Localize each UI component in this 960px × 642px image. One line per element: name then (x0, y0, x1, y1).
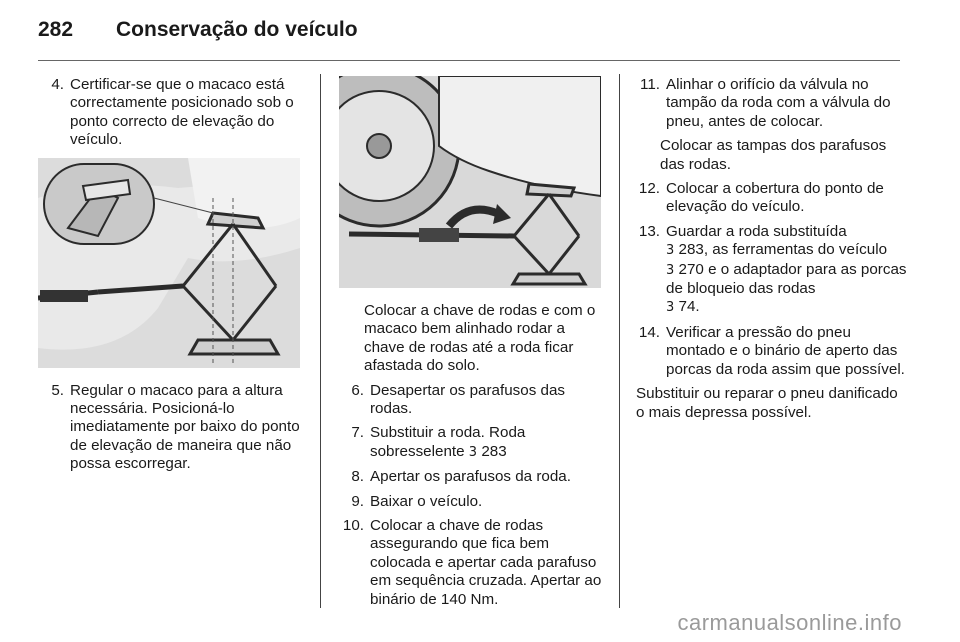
jack-lifting-illustration (339, 76, 601, 288)
step-5 (40, 382, 306, 474)
step-text: Regular o macaco para a altura necessária. Posicioná-lo imediatamente por baixo do ponto de elevação de maneira que não possa escorregar. (70, 381, 300, 473)
step-text (666, 223, 908, 318)
step-4 (40, 76, 306, 150)
page-reference-link[interactable]: 270 (678, 260, 704, 278)
page-reference-link[interactable]: 74 (678, 298, 696, 316)
jack-position-illustration (38, 158, 300, 368)
column-3 (636, 76, 908, 422)
step-14 (636, 324, 908, 379)
step-text: Certificar-se que o macaco está correctamente posicionado sob o ponto correcto de elevação do veículo. (70, 76, 294, 149)
page-title: Conservação do veículo (116, 18, 358, 41)
step-text: Alinhar o orifício da válvula no tampão da roda com a válvula do pneu, antes de colocar. (666, 76, 891, 130)
step-number: 8. (351, 468, 364, 486)
step-number: 14. (638, 323, 660, 341)
step-13-end: . (695, 298, 700, 316)
column-1 (40, 76, 306, 480)
page-header (38, 18, 358, 48)
step-7 (340, 424, 606, 462)
column-2 (340, 76, 606, 615)
step-number: 9. (351, 492, 364, 510)
page-reference-link[interactable]: 283 (481, 442, 507, 460)
step-9 (340, 493, 606, 511)
step-number: 12. (638, 180, 660, 198)
step-11 (636, 76, 908, 131)
step-13 (636, 223, 908, 318)
step-number: 11. (640, 76, 660, 93)
page-number: 282 (38, 18, 74, 41)
step-number: 10. (342, 517, 364, 535)
step-12 (636, 180, 908, 217)
step-8 (340, 468, 606, 486)
step-number: 4. (51, 76, 64, 93)
column-divider-1 (320, 74, 321, 608)
step-text: Apertar os parafusos da roda. (370, 468, 571, 486)
step-10 (340, 517, 606, 609)
step-13-text-c: e o adaptador para as porcas de bloqueio das rodas (666, 260, 907, 298)
step-7-text: Substituir a roda. Roda sobresselente (370, 424, 526, 460)
step-13-text-b: , as ferramentas do veículo (703, 241, 888, 259)
step-number: 7. (351, 424, 364, 442)
step-number: 6. (351, 381, 364, 399)
step-text: Verificar a pressão do pneu montado e o binário de aperto das porcas da roda assim que possível. (666, 323, 905, 378)
lifting-diagram (339, 76, 601, 288)
step-text (370, 424, 606, 462)
watermark: carmanualsonline.info (677, 610, 902, 635)
step-text: Desapertar os parafusos das rodas. (370, 381, 566, 418)
closing-note: Substituir ou reparar o pneu danificado o mais depressa possível. (636, 385, 898, 421)
page-reference-icon: 3 (666, 300, 675, 316)
step-number: 5. (51, 381, 64, 399)
step-number: 13. (638, 222, 660, 240)
step-13-text-a: Guardar a roda substituída (666, 222, 847, 240)
step-text: Colocar a cobertura do ponto de elevação do veículo. (666, 180, 884, 216)
column-divider-2 (619, 74, 620, 608)
page-reference-icon: 3 (666, 243, 675, 259)
step-text: Baixar o veículo. (370, 492, 483, 510)
page-reference-link[interactable]: 283 (678, 241, 704, 259)
step-5-continuation: Colocar a chave de rodas e com o macaco bem alinhado rodar a chave de rodas até a roda ficar afastada do solo. (364, 302, 596, 375)
page-reference-icon: 3 (468, 444, 478, 460)
step-11-sub: Colocar as tampas dos parafusos das rodas. (660, 137, 887, 173)
jack-diagram (38, 158, 300, 368)
step-text: Colocar a chave de rodas assegurando que fica bem colocada e apertar cada parafuso em sequência cruzada. Apertar ao binário de 140 Nm. (370, 517, 602, 608)
page-reference-icon: 3 (666, 262, 675, 278)
header-rule (38, 60, 900, 61)
step-6 (340, 382, 606, 419)
